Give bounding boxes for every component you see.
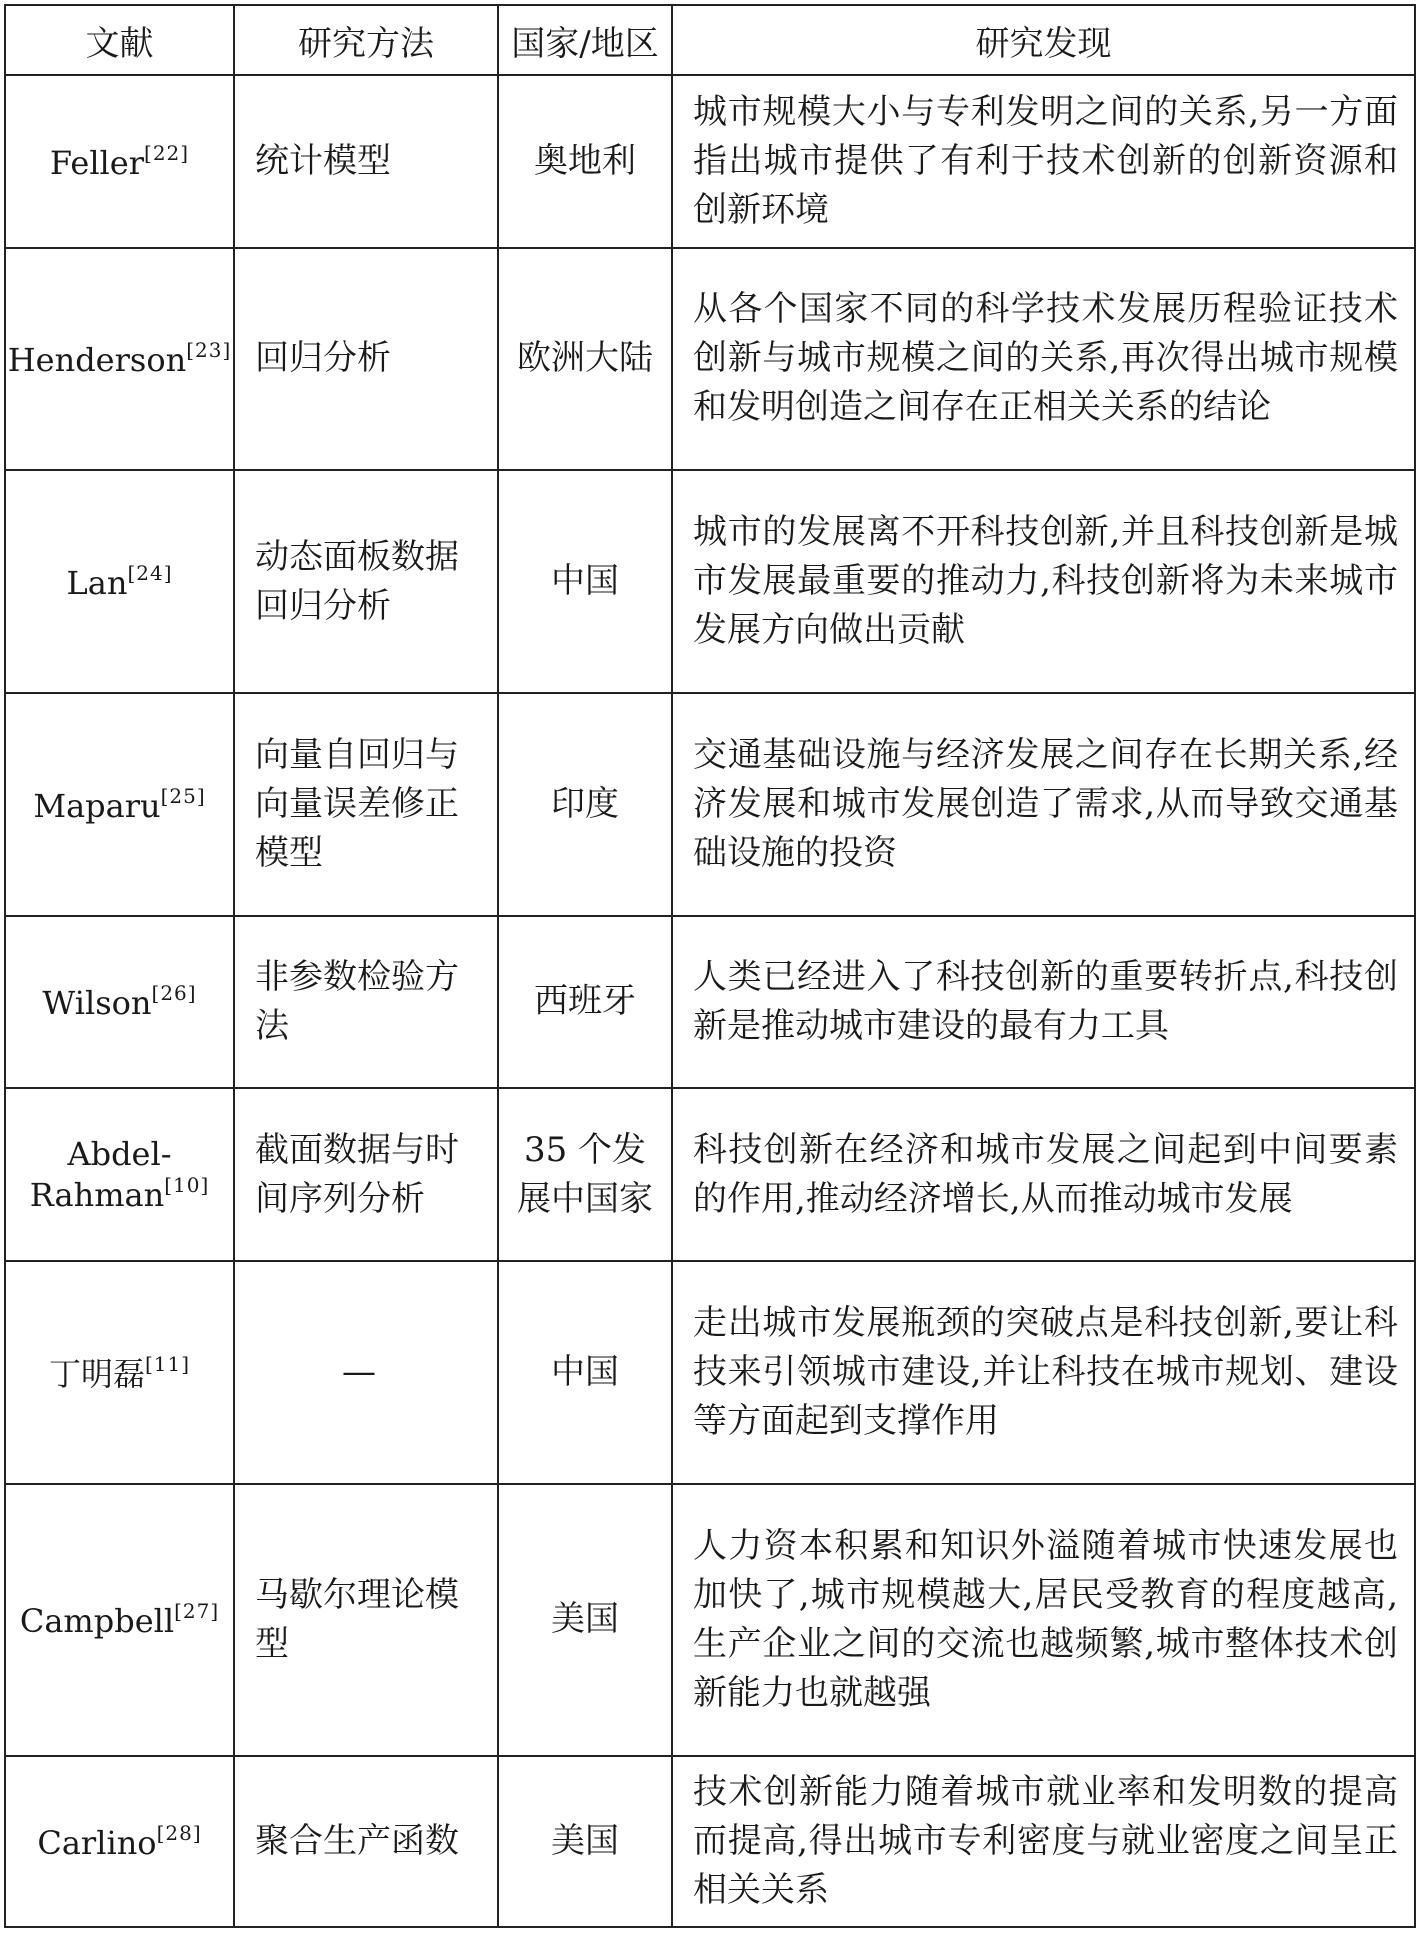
- reference-cell: [5, 1088, 234, 1261]
- author-name: 丁明磊: [48, 1355, 145, 1394]
- finding-cell: 人力资本积累和知识外溢随着城市快速发展也加快了,城市规模越大,居民受教育的程度越高,生产企业之间的交流也越频繁,城市整体技术创新能力也就越强: [672, 1484, 1415, 1757]
- region-cell: 中国: [498, 470, 672, 693]
- method-cell: 非参数检验方法: [234, 916, 498, 1089]
- reference-cell: [5, 470, 234, 693]
- author-name: Maparu: [33, 786, 161, 825]
- reference-cell: [5, 1484, 234, 1757]
- author-name: Lan: [66, 564, 128, 603]
- header-method: 研究方法: [234, 5, 498, 75]
- table-row: [5, 1484, 1415, 1757]
- finding-cell: 城市规模大小与专利发明之间的关系,另一方面指出城市提供了有利于技术创新的创新资源和创新环境: [672, 75, 1415, 248]
- header-reference: 文献: [5, 5, 234, 75]
- method-cell: 回归分析: [234, 248, 498, 471]
- region-cell: 印度: [498, 693, 672, 916]
- literature-table: [4, 4, 1416, 1928]
- table-row: [5, 470, 1415, 693]
- citation-number: [22]: [144, 140, 190, 165]
- header-row: [5, 5, 1415, 75]
- reference-cell: [5, 248, 234, 471]
- region-cell: 西班牙: [498, 916, 672, 1089]
- reference-cell: [5, 1756, 234, 1927]
- table-row: [5, 1088, 1415, 1261]
- reference-cell: [5, 693, 234, 916]
- table-row: [5, 248, 1415, 471]
- finding-cell: 城市的发展离不开科技创新,并且科技创新是城市发展最重要的推动力,科技创新将为未来城市发展方向做出贡献: [672, 470, 1415, 693]
- method-cell: 截面数据与时间序列分析: [234, 1088, 498, 1261]
- region-cell: 中国: [498, 1261, 672, 1484]
- citation-number: [27]: [174, 1599, 220, 1624]
- author-name: Wilson: [42, 984, 152, 1023]
- author-name: Campbell: [19, 1602, 175, 1641]
- finding-cell: 交通基础设施与经济发展之间存在长期关系,经济发展和城市发展创造了需求,从而导致交通基础设施的投资: [672, 693, 1415, 916]
- method-cell: —: [234, 1261, 498, 1484]
- finding-cell: 人类已经进入了科技创新的重要转折点,科技创新是推动城市建设的最有力工具: [672, 916, 1415, 1089]
- citation-number: [24]: [127, 561, 173, 586]
- table-row: [5, 1756, 1415, 1927]
- table-row: [5, 1261, 1415, 1484]
- region-cell: 35 个发展中国家: [498, 1088, 672, 1261]
- table-row: [5, 693, 1415, 916]
- method-cell: 聚合生产函数: [234, 1756, 498, 1927]
- table-header: [5, 5, 1415, 75]
- table-row: [5, 916, 1415, 1089]
- author-name: Abdel-Rahman: [29, 1135, 172, 1215]
- region-cell: 奥地利: [498, 75, 672, 248]
- reference-cell: [5, 916, 234, 1089]
- method-cell: 马歇尔理论模型: [234, 1484, 498, 1757]
- citation-number: [11]: [144, 1352, 191, 1377]
- citation-number: [23]: [186, 338, 232, 363]
- header-region: 国家/地区: [498, 5, 672, 75]
- citation-number: [25]: [160, 783, 206, 808]
- reference-cell: [5, 75, 234, 248]
- citation-number: [26]: [151, 981, 197, 1006]
- citation-number: [28]: [156, 1821, 202, 1846]
- finding-cell: 走出城市发展瓶颈的突破点是科技创新,要让科技来引领城市建设,并让科技在城市规划、建设等方面起到支撑作用: [672, 1261, 1415, 1484]
- finding-cell: 技术创新能力随着城市就业率和发明数的提高而提高,得出城市专利密度与就业密度之间呈正相关关系: [672, 1756, 1415, 1927]
- header-finding: 研究发现: [672, 5, 1415, 75]
- table-row: [5, 75, 1415, 248]
- method-cell: 统计模型: [234, 75, 498, 248]
- reference-cell: [5, 1261, 234, 1484]
- region-cell: 欧洲大陆: [498, 248, 672, 471]
- method-cell: 动态面板数据回归分析: [234, 470, 498, 693]
- region-cell: 美国: [498, 1484, 672, 1757]
- finding-cell: 从各个国家不同的科学技术发展历程验证技术创新与城市规模之间的关系,再次得出城市规模和发明创造之间存在正相关关系的结论: [672, 248, 1415, 471]
- citation-number: [10]: [164, 1173, 210, 1198]
- finding-cell: 科技创新在经济和城市发展之间起到中间要素的作用,推动经济增长,从而推动城市发展: [672, 1088, 1415, 1261]
- region-cell: 美国: [498, 1756, 672, 1927]
- author-name: Feller: [49, 143, 145, 182]
- method-cell: 向量自回归与向量误差修正模型: [234, 693, 498, 916]
- author-name: Henderson: [7, 341, 187, 380]
- table-body: [5, 75, 1415, 1927]
- author-name: Carlino: [37, 1824, 157, 1863]
